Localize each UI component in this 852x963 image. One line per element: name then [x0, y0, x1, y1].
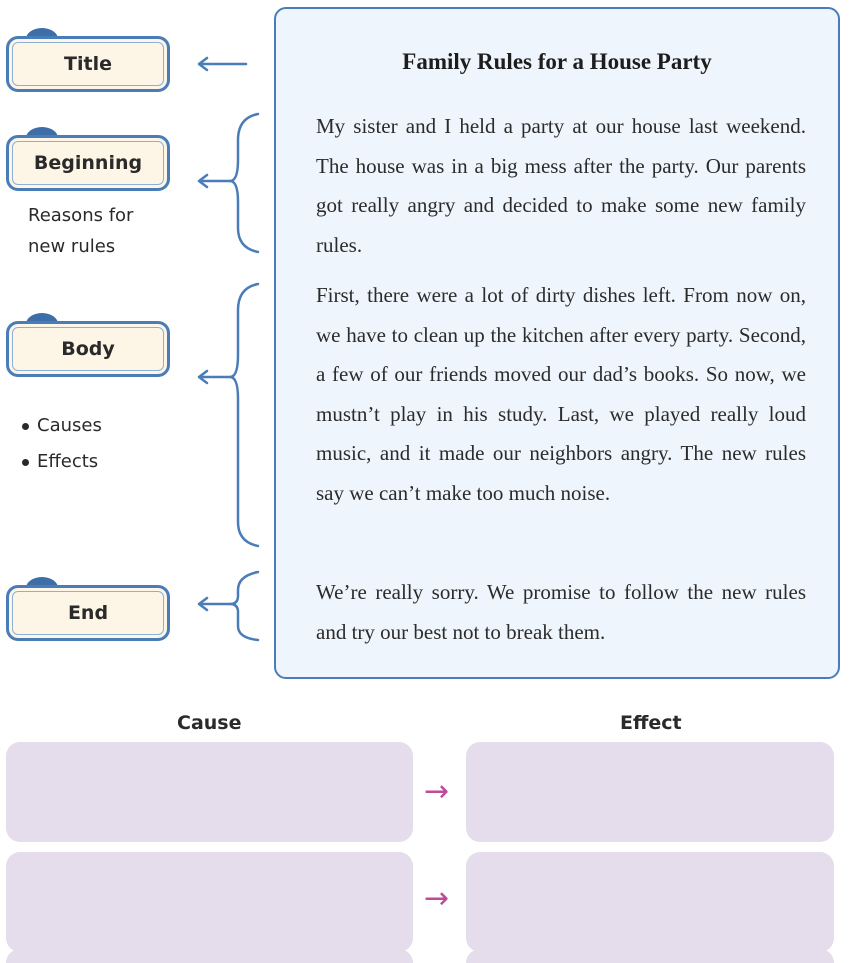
passage-paragraph-end: We’re really sorry. We promise to follow the new rules and try our best not to break them.: [316, 580, 806, 644]
end-label: [6, 585, 170, 641]
beginning-brace: [230, 114, 258, 252]
cause-header: Cause: [177, 712, 242, 734]
cause-effect-arrow: →: [424, 881, 450, 916]
bullet-item: Causes: [22, 408, 102, 444]
effect-box-2[interactable]: [466, 852, 834, 952]
body-label: [6, 321, 170, 377]
cause-box-2[interactable]: [6, 852, 413, 952]
passage-card: [274, 7, 840, 679]
title-label-text: Title: [64, 53, 112, 75]
effect-header: Effect: [620, 712, 682, 734]
body-label-text: Body: [61, 338, 115, 360]
end-label-text: End: [67, 602, 109, 624]
cause-effect-arrow: →: [424, 774, 450, 809]
bullet-item: Effects: [22, 444, 102, 480]
effect-box-1[interactable]: [466, 742, 834, 842]
passage-title: Family Rules for a House Party: [402, 49, 712, 74]
body-brace: [230, 284, 258, 546]
effect-box-3[interactable]: [466, 949, 834, 963]
body-bullets: [22, 408, 102, 480]
cause-box-1[interactable]: [6, 742, 413, 842]
end-brace: [230, 572, 258, 640]
beginning-label: [6, 135, 170, 191]
passage-paragraph-beginning: My sister and I held a party at our house last weekend. The house was in a big mess after the party. Our parents got really angry and decided to make some new family rules.: [316, 114, 806, 257]
cause-box-3[interactable]: [6, 949, 413, 963]
beginning-note: Reasons for new rules: [28, 205, 134, 257]
passage-paragraph-body: First, there were a lot of dirty dishes left. From now on, we have to clean up the kitchen after every party. Second, a few of our friends moved our dad’s books. So now, we mustn’t play in his study. Last, we played really loud music, and it made our neighbors angry. The new rules say we can’t make too much noise.: [316, 283, 806, 505]
title-label: [6, 36, 170, 92]
beginning-label-text: Beginning: [33, 152, 143, 174]
